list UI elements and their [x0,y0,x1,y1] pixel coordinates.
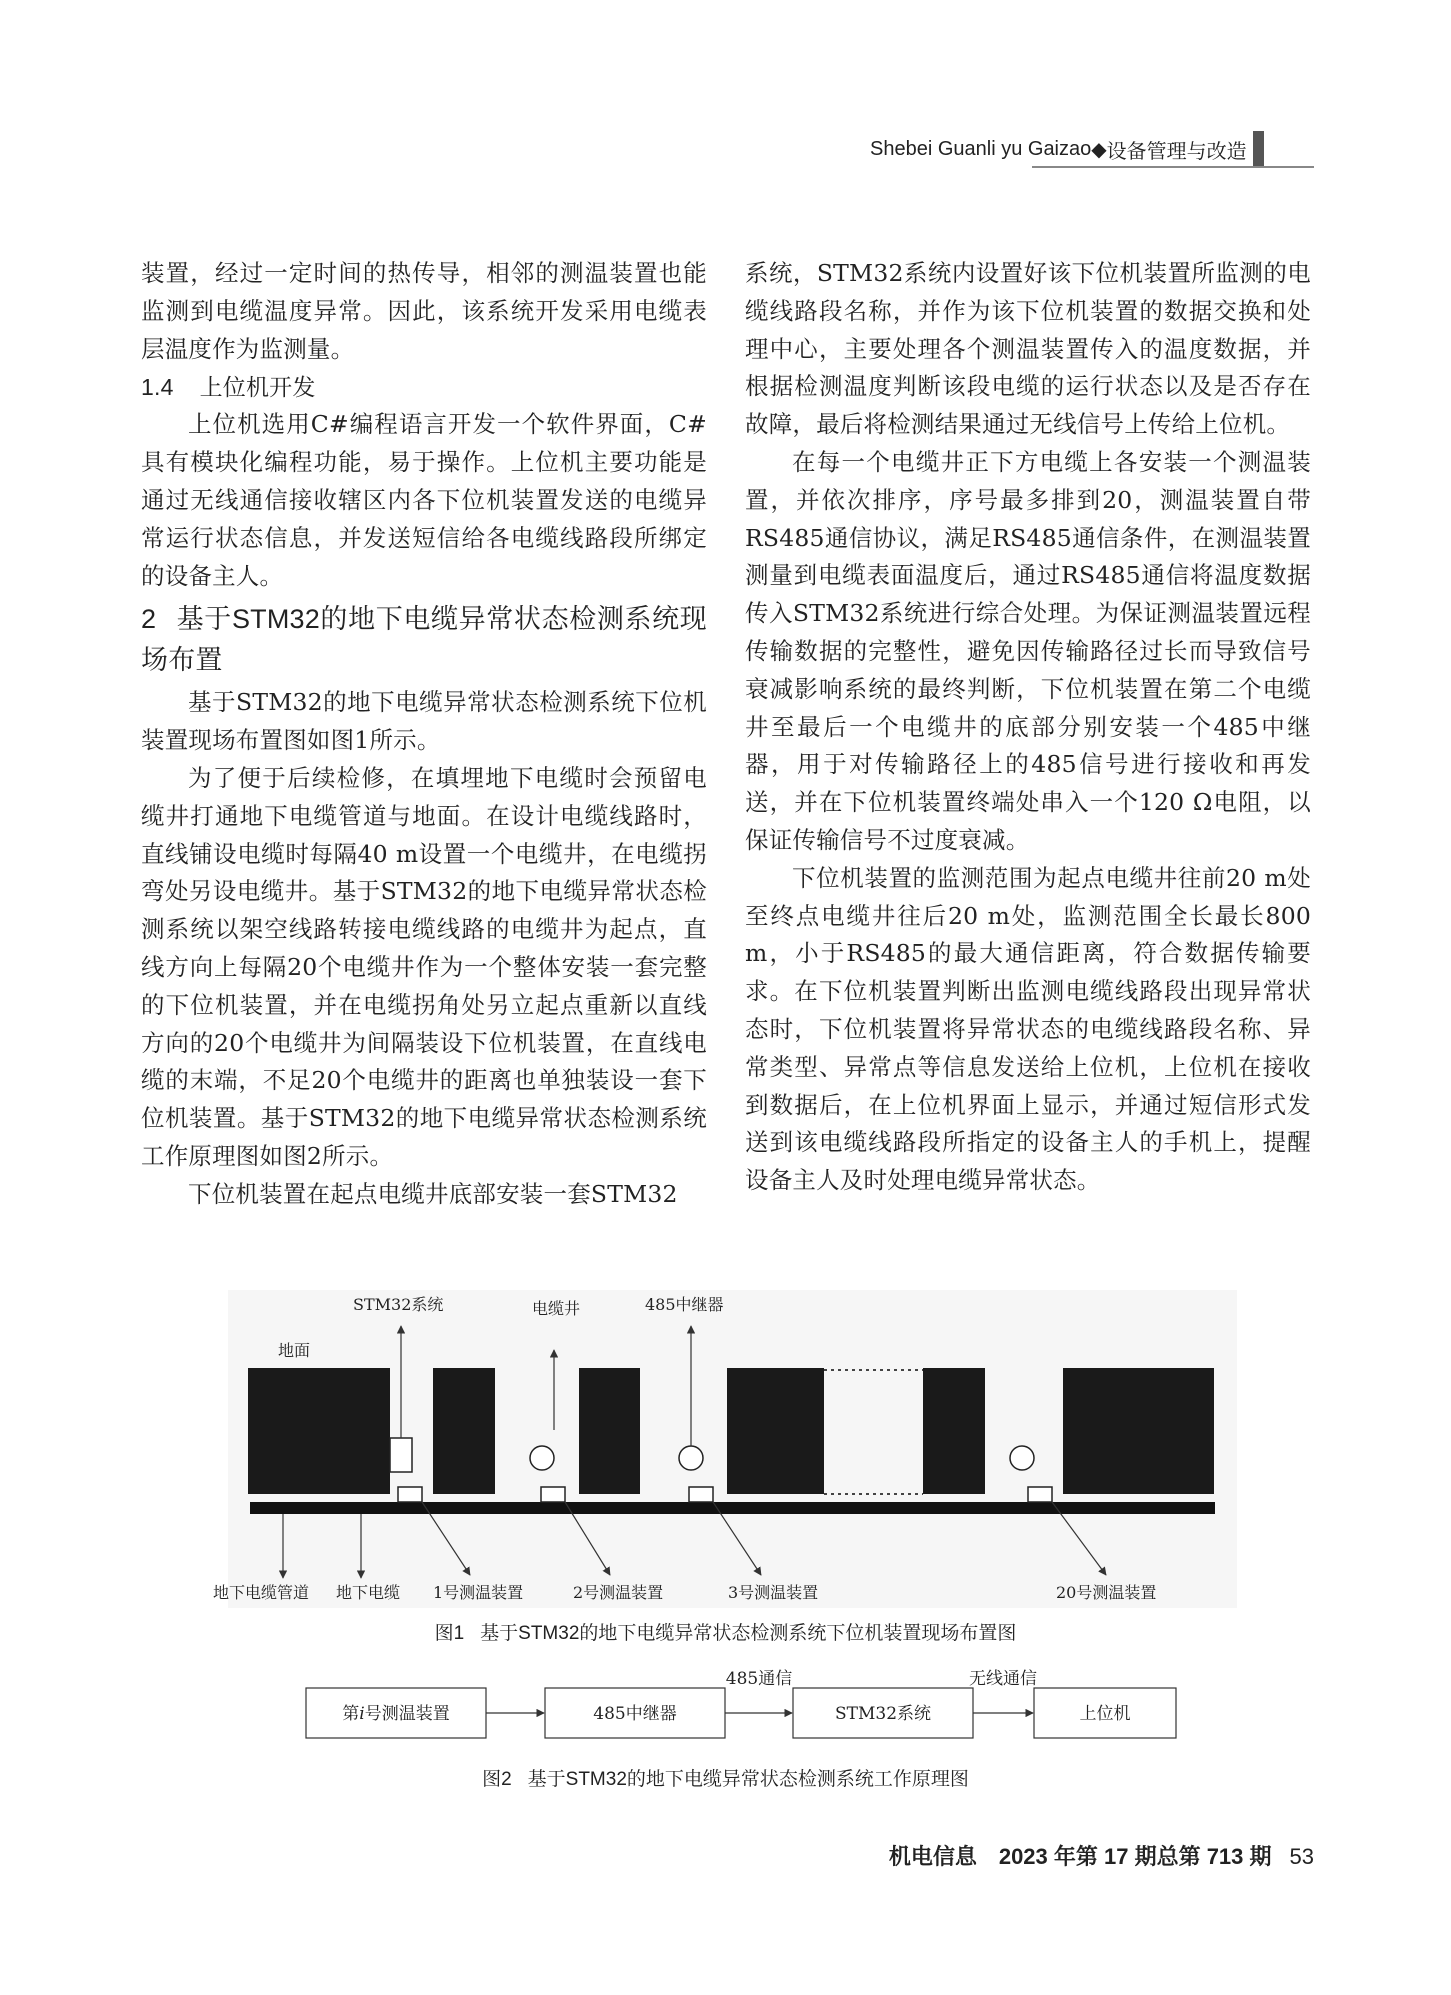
left-paragraph-1: 装置，经过一定时间的热传导，相邻的测温装置也能监测到电缆温度异常。因此，该系统开发采用电缆表层温度作为监测量。 [141,259,707,363]
label-sensor-3: 3号测温装置 [728,1583,819,1602]
footer-journal: 机电信息 2023 年第 17 期总第 713 期 [888,1844,1272,1869]
edge-wireless-label: 无线通信 [969,1669,1037,1689]
underground-cable [250,1502,1215,1514]
section-number: 1.4 [141,374,174,401]
caption-number: 图2 [482,1769,512,1790]
left-paragraph-2: 上位机选用C#编程语言开发一个软件界面，C#具有模块化编程功能，易于操作。上位机主要功能是通过无线通信接收辖区内各下位机装置发送的电缆异常运行状态信息，并发送短信给各电缆线路段所绑定的设备主人。 [141,410,707,590]
label-ground: 地面 [278,1341,311,1360]
label-well: 电缆井 [532,1299,581,1318]
ground-block [727,1368,824,1494]
section-title-text: 基于STM32的地下电缆异常状态检测系统现场布置 [141,604,707,676]
sensor-box [541,1487,565,1502]
diamond-icon: ◆ [1091,138,1107,161]
header-rule [1032,166,1314,168]
sensor-box [1028,1487,1052,1502]
running-head [870,131,1264,167]
box-host-label: 上位机 [1079,1704,1131,1724]
caption-text: 基于STM32的地下电缆异常状态检测系统下位机装置现场布置图 [480,1623,1017,1644]
edge-485-label: 485通信 [725,1669,793,1689]
ground-block [248,1368,390,1494]
label-stm32: STM32系统 [353,1295,444,1314]
header-bar [1253,131,1264,167]
left-paragraph-4: 为了便于后续检修，在填埋地下电缆时会预留电缆井打通地下电缆管道与地面。在设计电缆线路时，直线铺设电缆时每隔40 m设置一个电缆井，在电缆拐弯处另设电缆井。基于STM32的地下电缆异常状态检测系统以架空线路转接电缆线路的电缆井为起点，直线方向上每隔20个电缆井作为一个整体安装一套完整的下位机装置，并在电缆拐角处另立起点重新以直线方向的20个电缆井为间隔装设下位机装置，在直线电缆的末端，不足20个电缆井的距离也单独装设一套下位机装置。基于STM32的地下电缆异常状态检测系统工作原理图如图2所示。 [141,763,707,1170]
ground-block [579,1368,640,1494]
section-heading-2 [141,599,707,681]
left-column [141,255,707,1214]
label-cable: 地下电缆 [336,1583,401,1602]
sensor-box [398,1487,422,1502]
right-paragraph-2: 在每一个电缆井正下方电缆上各安装一个测温装置，并依次排序，序号最多排到20，测温装置自带RS485通信协议，满足RS485通信条件，在测温装置测量到电缆表面温度后，通过RS485通信将温度数据传入STM32系统进行综合处理。为保证测温装置远程传输数据的完整性，避免因传输路径过长而导致信号衰减影响系统的最终判断，下位机装置在第二个电缆井至最后一个电缆井的底部分别安装一个485中继器，用于对传输路径上的485信号进行接收和再发送，并在下位机装置终端处串入一个120 Ω电阻，以保证传输信号不过度衰减。 [745,447,1311,854]
right-paragraph-1: 系统，STM32系统内设置好该下位机装置所监测的电缆线路段名称，并作为该下位机装置的数据交换和处理中心，主要处理各个测温装置传入的温度数据，并根据检测温度判断该段电缆的运行状态以及是否存在故障，最后将检测结果通过无线信号上传给上位机。 [745,259,1311,439]
section-number: 2 [141,604,157,635]
page-footer [889,1840,1314,1871]
ground-block [433,1368,495,1494]
box-repeater-label: 485中继器 [593,1704,677,1724]
stm32-box [390,1438,412,1472]
repeater-icon [1010,1446,1034,1470]
box-stm32-label: STM32系统 [834,1704,932,1724]
ground-block [923,1368,985,1494]
label-sensor-1: 1号测温装置 [433,1583,524,1602]
figure-1-caption [0,1618,1451,1645]
caption-number: 图1 [434,1623,465,1644]
figure-2-diagram [300,1668,1180,1748]
sensor-box [689,1487,713,1502]
repeater-icon [679,1446,703,1470]
ground-block [1063,1368,1214,1494]
left-paragraph-3: 基于STM32的地下电缆异常状态检测系统下位机装置现场布置图如图1所示。 [141,688,707,755]
label-sensor-20: 20号测温装置 [1056,1583,1157,1602]
left-paragraph-5: 下位机装置在起点电缆井底部安装一套STM32 [188,1179,678,1208]
label-sensor-2: 2号测温装置 [573,1583,664,1602]
caption-text: 基于STM32的地下电缆异常状态检测系统工作原理图 [527,1769,969,1790]
section-title: 设备管理与改造 [1106,140,1247,163]
box-sensor-label: 第i号测温装置 [342,1704,450,1724]
label-pipe: 地下电缆管道 [213,1583,310,1602]
journal-pinyin: Shebei Guanli yu Gaizao [870,137,1092,160]
page-number: 53 [1289,1844,1314,1869]
section-title-text: 上位机开发 [199,374,316,401]
repeater-icon [530,1446,554,1470]
right-paragraph-3: 下位机装置的监测范围为起点电缆井往前20 m处至终点电缆井往后20 m处，监测范围全长最长800 m，小于RS485的最大通信距离，符合数据传输要求。在下位机装置判断出监测电缆线路段出现异常状态时，下位机装置将异常状态的电缆线路段名称、异常类型、异常点等信息发送给上位机，上位机在接收到数据后，在上位机界面上显示，并通过短信形式发送到该电缆线路段所指定的设备主人的手机上，提醒设备主人及时处理电缆异常状态。 [745,863,1311,1195]
figure-1-diagram [208,1290,1237,1610]
right-column [745,255,1311,1200]
figure-2-caption [0,1764,1451,1791]
section-heading-1-4 [141,368,707,406]
label-repeater: 485中继器 [645,1295,724,1314]
